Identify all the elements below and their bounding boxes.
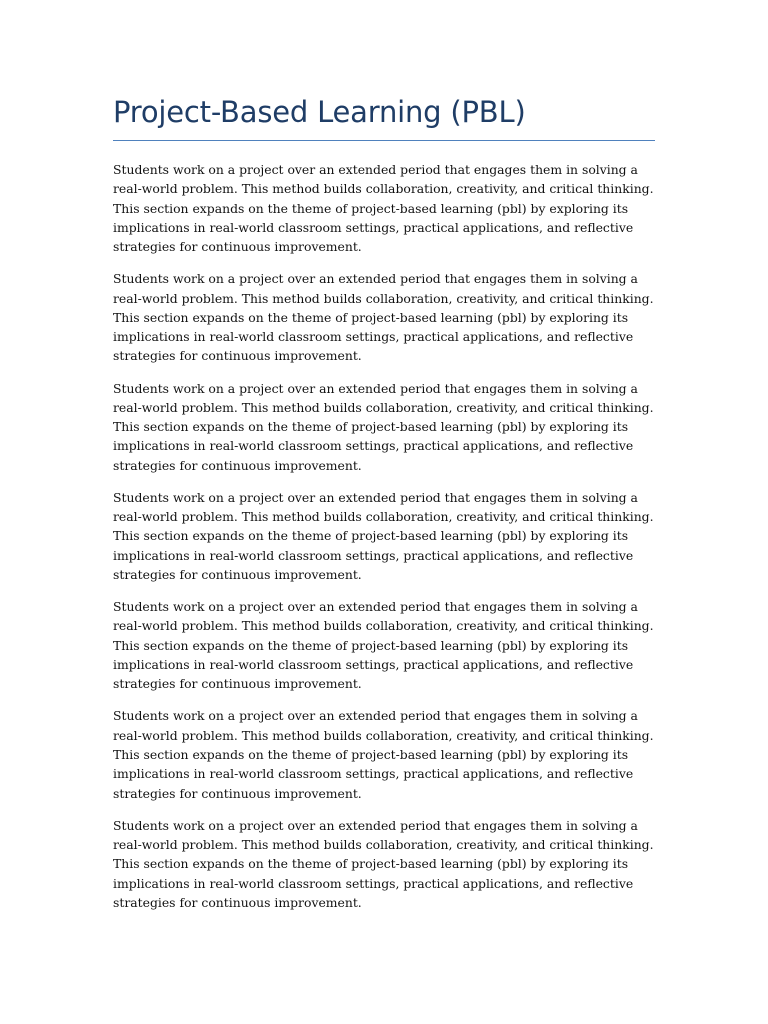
document-content [113,92,655,925]
paragraph: Students work on a project over an extended period that engages them in solving a real-world problem. This method builds collaboration, creativity, and critical thinking. This section expands on the theme of project-based learning (pbl) by exploring its implications in real-world classroom settings, practical applications, and reflective strategies for continuous improvement. [113,271,654,364]
paragraph: Students work on a project over an extended period that engages them in solving a real-world problem. This method builds collaboration, creativity, and critical thinking. This section expands on the theme of project-based learning (pbl) by exploring its implications in real-world classroom settings, practical applications, and reflective strategies for continuous improvement. [113,162,654,255]
document-body [113,160,655,912]
document-title: Project-Based Learning (PBL) [113,92,655,141]
paragraph: Students work on a project over an extended period that engages them in solving a real-world problem. This method builds collaboration, creativity, and critical thinking. This section expands on the theme of project-based learning (pbl) by exploring its implications in real-world classroom settings, practical applications, and reflective strategies for continuous improvement. [113,380,654,473]
paragraph: Students work on a project over an extended period that engages them in solving a real-world problem. This method builds collaboration, creativity, and critical thinking. This section expands on the theme of project-based learning (pbl) by exploring its implications in real-world classroom settings, practical applications, and reflective strategies for continuous improvement. [113,708,654,801]
paragraph: Students work on a project over an extended period that engages them in solving a real-world problem. This method builds collaboration, creativity, and critical thinking. This section expands on the theme of project-based learning (pbl) by exploring its implications in real-world classroom settings, practical applications, and reflective strategies for continuous improvement. [113,599,654,692]
paragraph: Students work on a project over an extended period that engages them in solving a real-world problem. This method builds collaboration, creativity, and critical thinking. This section expands on the theme of project-based learning (pbl) by exploring its implications in real-world classroom settings, practical applications, and reflective strategies for continuous improvement. [113,489,654,583]
paragraph: Students work on a project over an extended period that engages them in solving a real-world problem. This method builds collaboration, creativity, and critical thinking. This section expands on the theme of project-based learning (pbl) by exploring its implications in real-world classroom settings, practical applications, and reflective strategies for continuous improvement. [113,817,654,910]
